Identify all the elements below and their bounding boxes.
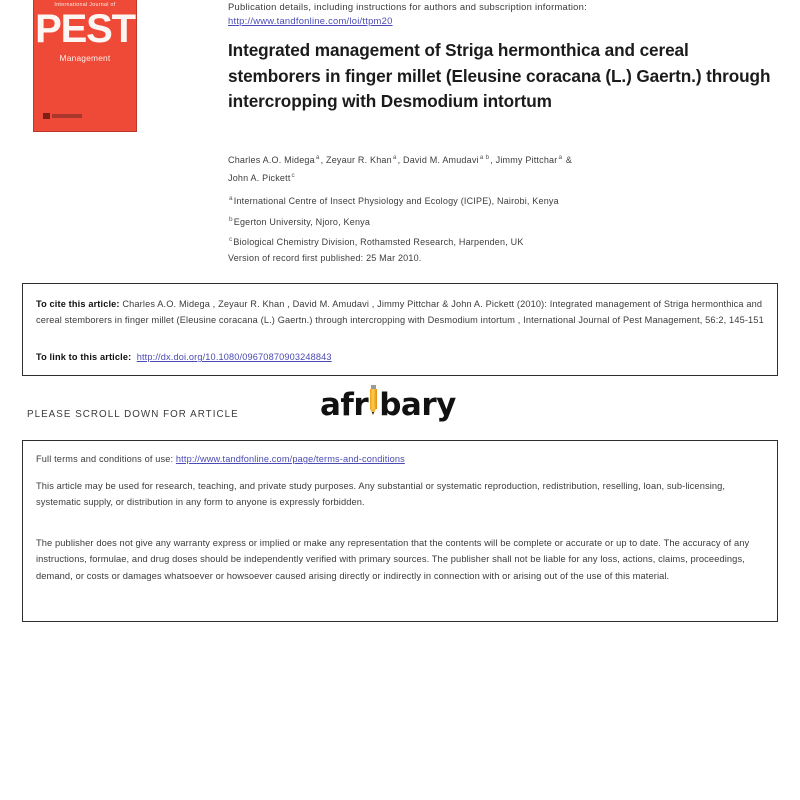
author-name: , Zeyaur R. Khan [320,155,392,165]
author-name: , David M. Amudavi [397,155,479,165]
author-line-2 [228,168,780,186]
pencil-icon [369,385,378,418]
affiliation-list [228,190,780,265]
version-of-record-text: Version of record first published: 25 Mar 2010. [228,252,422,263]
affiliation-marker: b [229,215,233,223]
affiliation-text: Biological Chemistry Division, Rothamsted Research, Harpenden, UK [233,237,524,247]
journal-cover-thumbnail [33,0,137,132]
pencil-lead-part [372,412,374,415]
affiliation-item [228,211,780,232]
cite-this-article-text: Charles A.O. Midega , Zeyaur R. Khan , David M. Amudavi , Jimmy Pittchar & John A. Pickett (2010): Integrated management of Striga hermonthica and cereal stemborers in finger millet (Eleusine coracana (L.) Gaertn.) through intercropping with Desmodium intortum , International Journal of Pest Management, 56:2, 145-151 [36,299,764,325]
affiliation-marker: c [229,236,233,243]
affiliation-item [228,190,780,211]
author-affiliation-marker: a b [479,154,490,161]
author-affiliation-marker: a [392,154,397,161]
author-separator: & [563,155,573,165]
author-name: Charles A.O. Midega [228,155,315,165]
terms-and-conditions-link[interactable]: http://www.tandfonline.com/page/terms-and-conditions [175,454,405,464]
terms-box [22,440,778,622]
full-terms-label: Full terms and conditions of use: [36,454,176,464]
afribary-text-right: bary [379,387,456,423]
publication-details [228,0,773,28]
cover-subtitle-text: Management [59,53,111,63]
author-affiliation-marker: a [315,154,320,161]
terms-paragraph-warranty: The publisher does not give any warranty express or implied or make any representation that the contents will be complete or accurate or up to date. The accuracy of any instructions, formulae, and drug doses should be independently verified with primary sources. The publisher shall not be liable for any loss, actions, claims, proceedings, demand, or costs or damages whatsoever or howsoever caused arising directly or indirectly in connection with or arising out of the use of this material. [36,538,750,581]
publication-details-text: Publication details, including instructions for authors and subscription information: [228,1,587,12]
afribary-watermark-logo [320,382,456,423]
author-name: , Jimmy Pittchar [490,155,558,165]
publisher-name-glyph [52,114,82,118]
publisher-logo [43,113,82,119]
article-title: Integrated management of Striga hermonthica and cereal stemborers in finger millet (Eleusine coracana (L.) Gaertn.) through intercropping with Desmodium intortum [228,40,771,111]
affiliation-marker: a [229,195,233,202]
publisher-mark-icon [43,113,50,119]
terms-paragraph-usage: This article may be used for research, teaching, and private study purposes. Any substantial or systematic reproduction, redistribution, reselling, loan, sub-licensing, systematic supply, or distribution in any form to anyone is expressly forbidden. [36,481,726,508]
cite-this-article-label: To cite this article: [36,299,120,309]
author-affiliation-marker: a [558,154,563,161]
citation-box [22,283,778,376]
pencil-body-part [370,389,377,409]
afribary-text-left: afr [320,387,369,423]
affiliation-item [228,231,780,252]
journal-homepage-link[interactable]: http://www.tandfonline.com/loi/ttpm20 [228,15,393,26]
author-list [228,150,780,186]
journal-cover-image [33,0,137,132]
affiliation-text: International Centre of Insect Physiology and Ecology (ICIPE), Nairobi, Kenya [233,196,559,206]
affiliation-text: Egerton University, Njoro, Kenya [233,216,371,227]
cover-title-text: PEST [35,7,135,51]
full-terms-line [36,452,405,467]
link-to-this-article-label: To link to this article: [36,352,132,362]
cite-this-article [36,296,765,328]
author-affiliation-marker: c [291,172,295,179]
cover-eyebrow-text: International Journal of [54,2,116,8]
scroll-down-note: PLEASE SCROLL DOWN FOR ARTICLE [27,409,239,420]
doi-link[interactable]: http://dx.doi.org/10.1080/09670870903248843 [136,352,332,362]
author-name: John A. Pickett [228,173,291,183]
link-to-this-article [36,350,332,364]
